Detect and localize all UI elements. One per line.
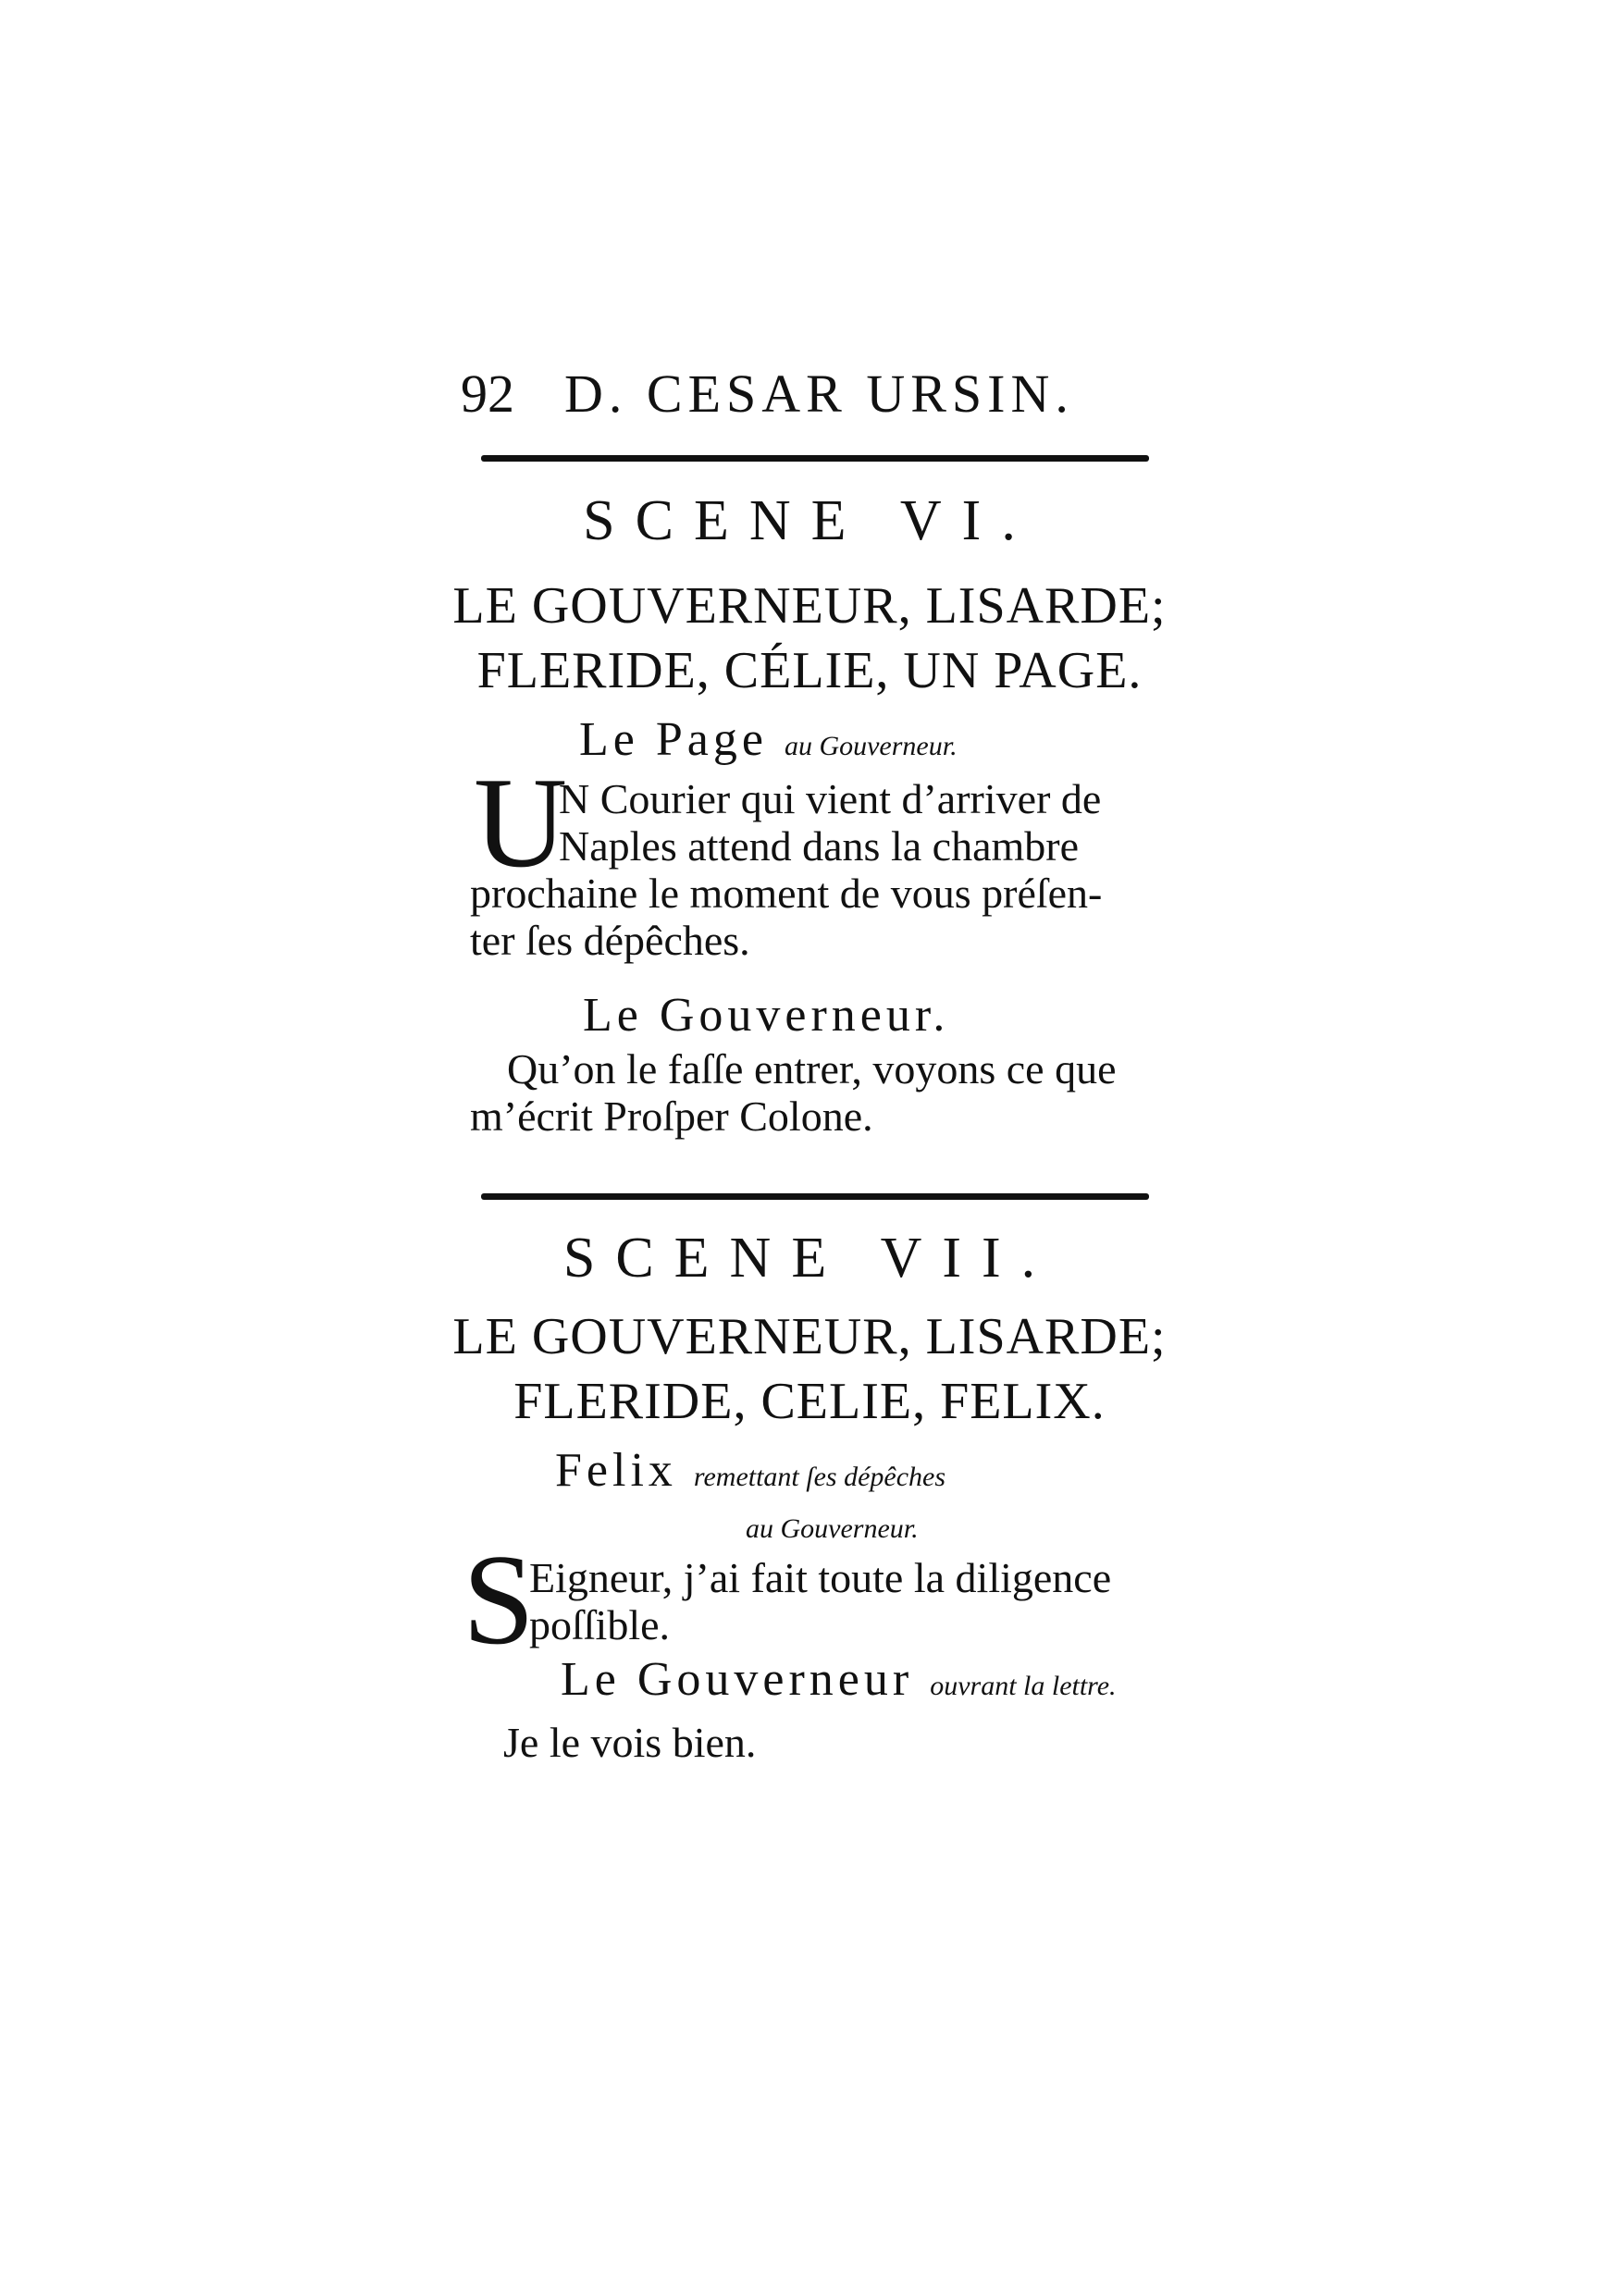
cast-line: LE GOUVERNEUR, LISARDE; <box>452 1308 1167 1365</box>
stage-direction: remettant ſes dépêches <box>693 1462 946 1492</box>
speaker-heading <box>561 1652 1117 1707</box>
scene-6-title: SCENE VI. <box>583 489 1036 552</box>
stage-direction: au Gouverneur. <box>784 731 958 761</box>
scene-7-cast <box>444 1304 1175 1434</box>
cast-line: FLERIDE, CELIE, FELIX. <box>513 1373 1106 1430</box>
speaker-heading <box>555 1443 945 1498</box>
text-line: ter ſes dépêches. <box>470 917 750 964</box>
scene-6-cast <box>444 574 1175 703</box>
text-line: Eigneur, j’ai fait toute la diligence <box>529 1554 1112 1601</box>
stage-direction: au Gouverneur. <box>746 1513 919 1544</box>
text-line: Naples attend dans la chambre <box>559 822 1079 870</box>
speech-text <box>559 775 1101 870</box>
text-line: poſſible. <box>529 1601 671 1648</box>
running-title: D. CESAR URSIN. <box>564 364 1074 424</box>
speech-text <box>529 1554 1111 1648</box>
speech-text-continued <box>470 1092 873 1140</box>
text-line: Je le vois bien. <box>503 1719 757 1766</box>
speech-text-continued <box>470 870 1102 964</box>
speaker-name: Le Page <box>579 713 768 766</box>
text-line: Qu’on le faſſe entrer, voyons ce que <box>507 1045 1117 1092</box>
speaker-heading: Le Gouverneur. <box>583 989 950 1042</box>
cast-line: FLERIDE, CÉLIE, UN PAGE. <box>476 642 1143 699</box>
drop-cap: S <box>463 1528 535 1672</box>
speaker-direction-line <box>746 1495 919 1549</box>
speech-text <box>507 1045 1117 1092</box>
speaker-name: Le Gouverneur <box>561 1653 914 1706</box>
cast-line: LE GOUVERNEUR, LISARDE; <box>452 577 1167 635</box>
text-line: m’écrit Proſper Colone. <box>470 1092 873 1140</box>
scene-divider-rule <box>481 455 1149 462</box>
text-line: N Courier qui vient d’arriver de <box>559 775 1102 822</box>
speaker-heading <box>579 712 958 767</box>
scene-divider-rule <box>481 1193 1149 1200</box>
page-number: 92 <box>461 364 514 424</box>
stage-direction: ouvrant la lettre. <box>930 1671 1117 1701</box>
drop-cap: U <box>474 751 568 895</box>
speaker-name: Felix <box>555 1444 677 1497</box>
text-line: prochaine le moment de vous préſen- <box>470 870 1103 917</box>
speech-text <box>503 1719 756 1766</box>
scene-7-title: SCENE VII. <box>562 1227 1057 1290</box>
